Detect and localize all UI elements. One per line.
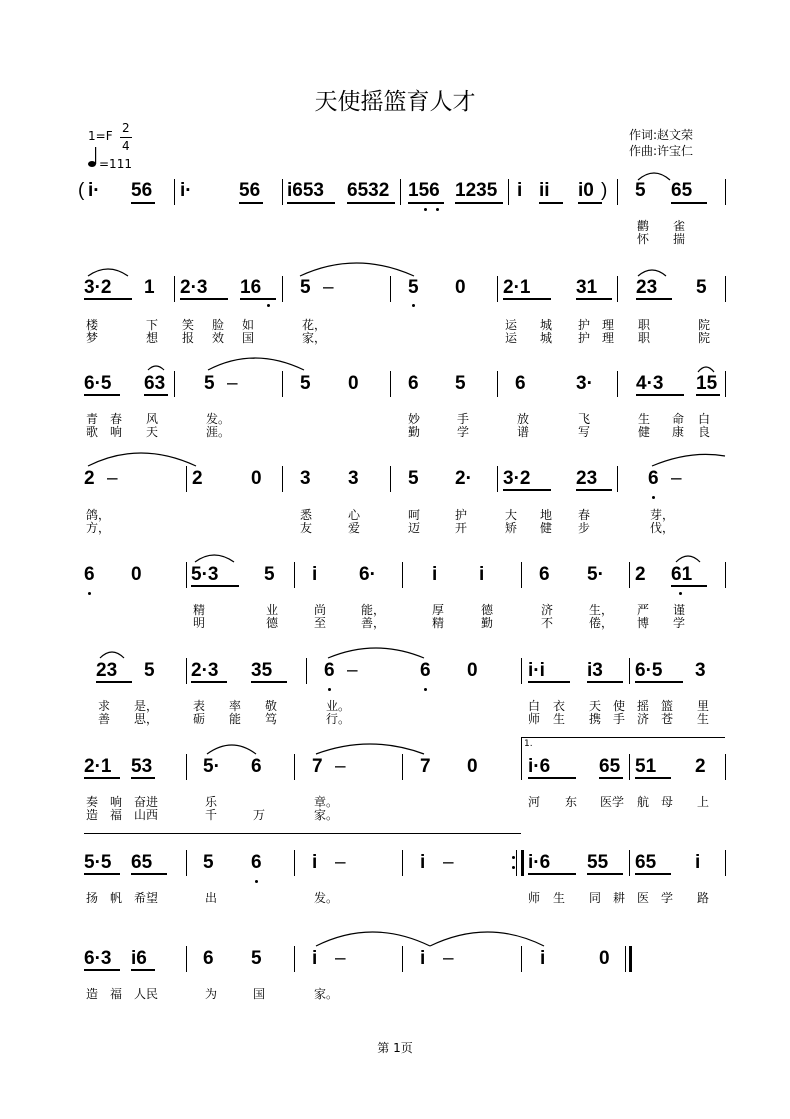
note: i <box>420 948 426 969</box>
lyric: 响 <box>110 795 123 809</box>
note: 16 <box>240 277 262 298</box>
note: 5 <box>408 277 419 298</box>
lyric: 生 <box>553 891 566 905</box>
note: 6·5 <box>635 660 663 681</box>
lyric: 职 <box>638 318 651 332</box>
lyric: 迈 <box>408 521 421 535</box>
note: 6 <box>408 373 419 394</box>
lyric: 乐 <box>205 795 218 809</box>
note: 31 <box>576 277 598 298</box>
lyric: 业 <box>266 603 279 617</box>
lyric: 步 <box>578 521 591 535</box>
lyric: 心 <box>348 508 361 522</box>
lyric: 能， <box>361 603 386 617</box>
lyric: 效 <box>212 331 225 345</box>
lyric: 河 <box>528 795 541 809</box>
slur <box>328 648 424 658</box>
lyric: 运 <box>505 318 518 332</box>
song-title: 天使摇篮育人才 <box>314 89 476 115</box>
note: 0 <box>467 660 478 681</box>
note: i0 <box>578 180 594 201</box>
lyric: 理 <box>602 318 615 332</box>
note: 5 <box>635 180 646 201</box>
lyric: 奋进 <box>134 795 159 809</box>
note: 156 <box>408 180 440 201</box>
slur <box>148 366 164 370</box>
lyric: 院 <box>698 331 711 345</box>
lyric: 放 <box>517 412 530 426</box>
note: 7 <box>312 756 323 777</box>
lyric: 生 <box>697 712 710 726</box>
note: 65 <box>131 852 153 873</box>
note: 5 <box>144 660 155 681</box>
lyric: 表 <box>193 699 206 713</box>
lyric: 职 <box>638 331 651 345</box>
note: 5·3 <box>191 564 219 585</box>
note: ( <box>78 180 85 201</box>
lyric: 写 <box>578 425 591 439</box>
note: 6 <box>251 852 262 873</box>
lyric: 国 <box>253 987 266 1001</box>
lyric: 怀 <box>637 232 650 246</box>
slur <box>652 454 725 466</box>
lyric: 至 <box>314 616 327 630</box>
note: 0 <box>455 277 466 298</box>
slur <box>100 652 124 658</box>
lyric: 笑 <box>182 318 195 332</box>
lyric: 涯。 <box>206 425 231 439</box>
lyric: 出 <box>205 891 218 905</box>
note: ii <box>539 180 550 201</box>
lyric: 康 <box>672 425 685 439</box>
note: 2 <box>635 564 646 585</box>
note: 6 <box>324 660 335 681</box>
lyric: 衣 <box>553 699 566 713</box>
lyric: 城 <box>540 331 553 345</box>
lyric: 妙 <box>408 412 421 426</box>
lyric: 德 <box>481 603 494 617</box>
lyric: 是， <box>134 699 159 713</box>
lyric: 善， <box>361 616 386 630</box>
slur <box>316 744 424 754</box>
lyric: 勤 <box>481 616 494 630</box>
lyric: 千 <box>205 808 218 822</box>
note: 61 <box>671 564 693 585</box>
note: i· <box>180 180 192 201</box>
note: 23 <box>636 277 658 298</box>
key-signature: 1=F <box>88 129 113 143</box>
note: i <box>517 180 523 201</box>
lyric: 砺 <box>193 712 206 726</box>
slur <box>316 932 430 946</box>
lyric: 万 <box>253 808 266 822</box>
lyric: 揣 <box>673 232 686 246</box>
lyric: 白 <box>528 699 541 713</box>
lyric: 携 <box>589 712 602 726</box>
note: 5 <box>251 948 262 969</box>
note: – <box>107 468 118 489</box>
note: 2·3 <box>191 660 219 681</box>
lyric: 飞 <box>578 412 591 426</box>
note: 6 <box>84 564 95 585</box>
lyric: 航 <box>637 795 650 809</box>
lyric: 山西 <box>134 808 159 822</box>
lyric: 开 <box>455 521 468 535</box>
lyric: 医学 <box>600 795 625 809</box>
note: 65 <box>671 180 693 201</box>
note: 56 <box>239 180 261 201</box>
lyric: 路 <box>697 891 710 905</box>
lyric: 师 <box>528 712 541 726</box>
lyric: 人民 <box>134 987 159 1001</box>
lyric: 鸽， <box>86 508 111 522</box>
lyric: 造 <box>86 987 99 1001</box>
lyric: 天 <box>146 425 159 439</box>
note: i6 <box>131 948 147 969</box>
note: i <box>312 948 318 969</box>
lyric: 梦 <box>86 331 99 345</box>
note: 6· <box>359 564 376 585</box>
note: 2·3 <box>180 277 208 298</box>
note: 23 <box>96 660 118 681</box>
lyric: 耕 <box>613 891 626 905</box>
lyric: 生 <box>638 412 651 426</box>
lyric: 医 <box>637 891 650 905</box>
slur <box>676 556 700 562</box>
time-signature-numerator: 2 <box>122 121 130 135</box>
lyric: 善 <box>98 712 111 726</box>
note: – <box>443 852 454 873</box>
lyric: 济 <box>637 712 650 726</box>
lyric: 理 <box>602 331 615 345</box>
lyric: 友 <box>300 521 313 535</box>
note: 0 <box>131 564 142 585</box>
note: 6 <box>420 660 431 681</box>
lyric: 芽， <box>650 508 675 522</box>
note: 5· <box>203 756 220 777</box>
lyric: 国 <box>242 331 255 345</box>
note: i <box>312 852 318 873</box>
lyric: 精 <box>432 616 445 630</box>
lyric: 里 <box>697 699 710 713</box>
note: 5 <box>264 564 275 585</box>
lyric: 篮 <box>661 699 674 713</box>
lyric: 奏 <box>86 795 99 809</box>
note: 2· <box>455 468 472 489</box>
lyric: 呵 <box>408 508 421 522</box>
note: i·i <box>528 660 545 681</box>
lyric: 希望 <box>134 891 159 905</box>
note: – <box>227 373 238 394</box>
lyric: 生， <box>589 603 614 617</box>
lyric: 福 <box>110 987 123 1001</box>
note: – <box>335 948 346 969</box>
note: i3 <box>587 660 603 681</box>
lyric: 厚 <box>432 603 445 617</box>
note: – <box>335 756 346 777</box>
lyric: 苍 <box>661 712 674 726</box>
lyric: 东 <box>565 795 578 809</box>
note: 1 <box>144 277 155 298</box>
note: 23 <box>576 468 598 489</box>
lyric: 风 <box>146 412 159 426</box>
lyric: 笃 <box>265 712 278 726</box>
lyric: 济 <box>541 603 554 617</box>
lyric: 母 <box>661 795 674 809</box>
note: 3 <box>300 468 311 489</box>
note: 3·2 <box>84 277 112 298</box>
note: 56 <box>131 180 153 201</box>
lyric: 响 <box>110 425 123 439</box>
lyric: 明 <box>193 616 206 630</box>
lyric: 如 <box>242 318 255 332</box>
note: 6·3 <box>84 948 112 969</box>
note: 2 <box>84 468 95 489</box>
lyric: 发。 <box>314 891 339 905</box>
lyric: 敬 <box>265 699 278 713</box>
lyric: 上 <box>697 795 710 809</box>
lyric: 春 <box>110 412 123 426</box>
lyric: 伐， <box>650 521 675 535</box>
note: – <box>323 277 334 298</box>
lyric: 发。 <box>206 412 231 426</box>
lyric: 为 <box>205 987 218 1001</box>
lyric: 护 <box>455 508 468 522</box>
lyric: 勤 <box>408 425 421 439</box>
note: 0 <box>251 468 262 489</box>
lyric: 方， <box>86 521 111 535</box>
lyric: 学 <box>673 616 686 630</box>
lyric: 率 <box>229 699 242 713</box>
note: 65 <box>635 852 657 873</box>
lyric: 谱 <box>517 425 530 439</box>
note: 5 <box>203 852 214 873</box>
lyric: 爱 <box>348 521 361 535</box>
note: ) <box>601 180 608 201</box>
lyric: 白 <box>698 412 711 426</box>
lyric: 花， <box>302 318 327 332</box>
slur <box>208 358 304 370</box>
lyric: 脸 <box>212 318 225 332</box>
lyric: 精 <box>193 603 206 617</box>
lyricist: 作词:赵文荣 <box>629 128 694 142</box>
note: i653 <box>287 180 324 201</box>
slur <box>638 173 670 180</box>
lyric: 摇 <box>637 699 650 713</box>
lyric: 同 <box>589 891 602 905</box>
lyric: 学 <box>661 891 674 905</box>
page-number: 第 1页 <box>377 1041 413 1055</box>
note: 63 <box>144 373 166 394</box>
note: – <box>347 660 358 681</box>
note: i <box>540 948 546 969</box>
note: 6 <box>251 756 262 777</box>
lyric: 帆 <box>110 891 123 905</box>
note: 7 <box>420 756 431 777</box>
note: 0 <box>348 373 359 394</box>
note: 6 <box>515 373 526 394</box>
note: i·6 <box>528 756 551 777</box>
note: 0 <box>467 756 478 777</box>
lyric: 生 <box>553 712 566 726</box>
lyric: 春 <box>578 508 591 522</box>
note: 6 <box>648 468 659 489</box>
note: 1235 <box>455 180 498 201</box>
note: 53 <box>131 756 153 777</box>
slur <box>638 270 666 276</box>
note: 5 <box>204 373 215 394</box>
note: 2 <box>192 468 203 489</box>
lyric: 悉 <box>300 508 313 522</box>
lyric: 运 <box>505 331 518 345</box>
lyric: 护 <box>578 318 591 332</box>
lyric: 业。 <box>326 699 351 713</box>
note: 6 <box>203 948 214 969</box>
lyric: 博 <box>637 616 650 630</box>
lyric: 鹳 <box>637 219 650 233</box>
note: 2·1 <box>503 277 531 298</box>
note: 5·5 <box>84 852 112 873</box>
lyric: 家。 <box>314 987 339 1001</box>
lyric: 扬 <box>86 891 99 905</box>
volta-label: 1. <box>524 739 533 749</box>
slur <box>88 269 128 276</box>
lyric: 尚 <box>314 603 327 617</box>
lyric: 雀 <box>673 219 686 233</box>
note: 6 <box>539 564 550 585</box>
slur <box>88 453 196 466</box>
lyric: 大 <box>505 508 518 522</box>
note: 3 <box>695 660 706 681</box>
lyric: 护 <box>578 331 591 345</box>
lyric: 家， <box>302 331 327 345</box>
note: 5 <box>696 277 707 298</box>
slur <box>300 263 414 276</box>
lyric: 严 <box>637 603 650 617</box>
lyric: 福 <box>110 808 123 822</box>
note: 0 <box>599 948 610 969</box>
note: i <box>479 564 485 585</box>
note: 5 <box>455 373 466 394</box>
note: 3· <box>576 373 593 394</box>
time-signature-denominator: 4 <box>122 139 130 153</box>
note: 2 <box>695 756 706 777</box>
note: 35 <box>251 660 273 681</box>
lyric: 手 <box>613 712 626 726</box>
lyric: 谨 <box>673 603 686 617</box>
slur <box>195 555 234 562</box>
note: – <box>671 468 682 489</box>
note: 15 <box>696 373 718 394</box>
lyric: 院 <box>698 318 711 332</box>
lyric: 想 <box>146 331 159 345</box>
lyric: 天 <box>589 699 602 713</box>
slur <box>430 932 544 946</box>
note: 5 <box>300 277 311 298</box>
lyric: 使 <box>613 699 626 713</box>
tempo-marking: =111 <box>99 157 132 171</box>
note: 3 <box>348 468 359 489</box>
lyric: 不 <box>541 616 554 630</box>
note: i <box>695 852 701 873</box>
note: i <box>420 852 426 873</box>
note: 4·3 <box>636 373 664 394</box>
note: 6·5 <box>84 373 112 394</box>
lyric: 楼 <box>86 318 99 332</box>
slur <box>698 367 714 372</box>
composer: 作曲:许宝仁 <box>629 144 694 158</box>
note: 6532 <box>347 180 390 201</box>
lyric: 报 <box>182 331 195 345</box>
note: 5· <box>587 564 604 585</box>
lyric: 命 <box>672 412 685 426</box>
note: i·6 <box>528 852 551 873</box>
note: – <box>335 852 346 873</box>
slur <box>207 745 256 754</box>
lyric: 章。 <box>314 795 339 809</box>
note: 5 <box>300 373 311 394</box>
lyric: 德 <box>266 616 279 630</box>
note: 2·1 <box>84 756 112 777</box>
lyric: 学 <box>457 425 470 439</box>
lyric: 青 <box>86 412 99 426</box>
lyric: 健 <box>638 425 651 439</box>
lyric: 行。 <box>326 712 351 726</box>
lyric: 造 <box>86 808 99 822</box>
lyric: 地 <box>540 508 553 522</box>
lyric: 倦， <box>589 616 614 630</box>
lyric: 求 <box>98 699 111 713</box>
lyric: 良 <box>698 425 711 439</box>
note: 51 <box>635 756 657 777</box>
note: 3·2 <box>503 468 531 489</box>
lyric: 能 <box>229 712 242 726</box>
lyric: 家。 <box>314 808 339 822</box>
lyric: 歌 <box>86 425 99 439</box>
lyric: 矫 <box>505 521 518 535</box>
note: i· <box>88 180 100 201</box>
note: i <box>312 564 318 585</box>
note: 55 <box>587 852 609 873</box>
lyric: 手 <box>457 412 470 426</box>
lyric: 健 <box>540 521 553 535</box>
note: 5 <box>408 468 419 489</box>
lyric: 城 <box>540 318 553 332</box>
lyric: 思， <box>134 712 159 726</box>
note: – <box>443 948 454 969</box>
note: 65 <box>599 756 621 777</box>
note: i <box>432 564 438 585</box>
lyric: 下 <box>146 318 159 332</box>
lyric: 师 <box>528 891 541 905</box>
